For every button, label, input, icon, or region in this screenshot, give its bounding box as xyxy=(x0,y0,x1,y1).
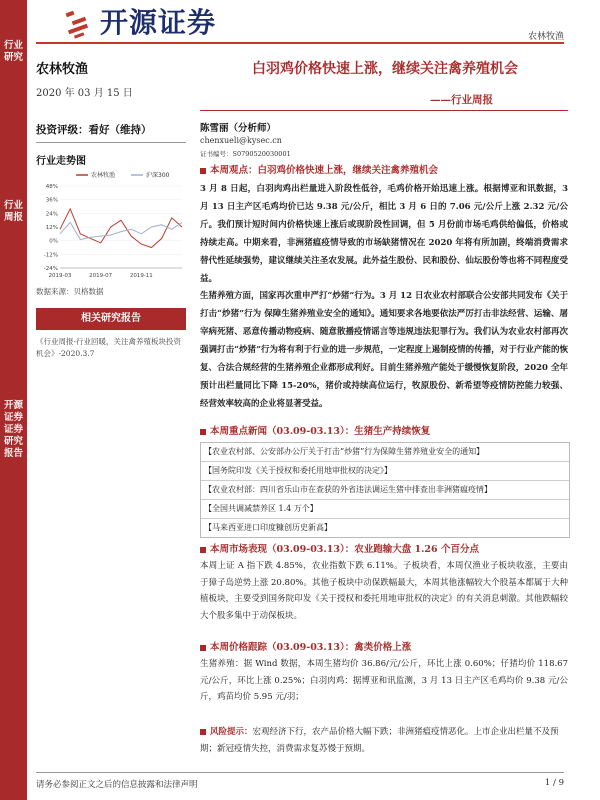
risk-heading: 风险提示： xyxy=(210,727,253,737)
y-tick-label: 12% xyxy=(45,225,58,231)
news-heading xyxy=(200,425,568,439)
price-heading xyxy=(200,641,568,655)
broker-logo-text: 开源证券 xyxy=(100,6,217,39)
rail-label-research: 行业研究 xyxy=(3,40,23,63)
bullet-icon xyxy=(200,168,206,174)
news-item: 【全国共调减禁养区 1.4 万个】 xyxy=(201,500,569,519)
footer-disclaimer: 请务必参阅正文之后的信息披露和法律声明 xyxy=(36,780,198,790)
core-view-heading-text: 本周观点：白羽鸡价格快速上涨，继续关注禽养殖机会 xyxy=(210,165,439,176)
investment-rating: 投资评级：看好（维持） xyxy=(36,124,152,136)
broker-logo-icon xyxy=(62,6,96,40)
news-list xyxy=(200,442,570,538)
analyst-cert: 证书编号：S0790520030001 xyxy=(200,150,291,158)
x-tick-label: 2019-03 xyxy=(48,273,72,279)
bullet-icon xyxy=(200,645,206,651)
bullet-icon xyxy=(200,729,206,735)
price-heading-text: 本周价格跟踪（03.09-03.13）：禽类价格上涨 xyxy=(210,642,412,653)
price-paragraph: 生猪养殖：据 Wind 数据，本周生猪均价 36.86/元/公斤，环比上涨 0.60%；仔猪均价 118.67 元/公斤，环比上涨 0.25%；白羽肉鸡：据博亚和讯监测，3 月 13 日主产区毛鸡均价 9.38 元/公斤，鸡苗均价 5.95 元/羽； xyxy=(200,659,568,702)
related-report-link[interactable]: 《行业周报-行业回暖，关注禽养殖板块投资机会》-2020.3.7 xyxy=(36,337,182,358)
news-item: 【农业农村部：四川省乐山市在查获的外省违法调运生猪中排查出非洲猪瘟疫情】 xyxy=(201,481,569,500)
analyst-name: 陈雪丽（分析师） xyxy=(200,123,277,134)
trend-line-chart xyxy=(36,168,186,283)
related-reports-header: 相关研究报告 xyxy=(36,308,186,330)
market-heading xyxy=(200,543,568,557)
sector-name: 农林牧渔 xyxy=(36,62,89,77)
legend-label: 农林牧渔 xyxy=(91,172,116,179)
news-heading-text: 本周重点新闻（03.09-03.13）：生猪生产持续恢复 xyxy=(210,426,431,437)
bullet-icon xyxy=(200,429,206,435)
title-divider xyxy=(200,110,568,111)
risk-block xyxy=(200,724,568,757)
market-paragraph: 本周上证 A 指下跌 4.85%，农业指数下跌 6.11%。子板块看，本周仅渔业子板块收涨，主要由于獐子岛逆势上涨 20.80%。其他子板块中动保跌幅最大，本周其他涨幅较大个股基本都属于大种植板块，主要受到国务院印发《关于授权和委托用地审批权的决定》的有关消息刺激。其他跌幅较大个股多集中于动保板块。 xyxy=(200,561,568,621)
y-tick-label: 48% xyxy=(45,184,58,190)
report-date: 2020 年 03 月 15 日 xyxy=(36,88,133,99)
core-view-paragraph-2: 生猪养殖方面，国家再次重申严打“炒猪”行为。3 月 12 日农业农村部联合公安部共同发布《关于打击“炒猪”行为 保障生猪养殖业安全的通知》。通知要求各地要依法严厉打击非法经营、运输、屠宰病死猪、恶意传播动物疫病、随意散播疫情谣言等违规违法犯罪行为。我们认为农业农村部再次强调打击“炒猪”行为将有利于行业的进一步规范，一定程度上遏制疫情的传播，对于行业产能的恢复、合法合规经营的生猪养殖企业都形成利好。目前生猪养殖产能处于缓慢恢复阶段，2020 全年预计出栏量同比下降 15-20%，猪价或持续高位运行，牧原股份、新希望等疫情防控能力较强、经营效率较高的企业将显著受益。 xyxy=(200,291,568,409)
x-tick-label: 2019-07 xyxy=(89,273,113,279)
series-line xyxy=(60,222,182,239)
x-tick-label: 2019-11 xyxy=(129,273,153,279)
footer-divider xyxy=(36,772,564,773)
news-item: 【国务院印发《关于授权和委托用地审批权的决定》】 xyxy=(201,462,569,481)
y-tick-label: 36% xyxy=(45,197,58,204)
core-view-heading xyxy=(200,164,568,178)
report-title: 白羽鸡价格快速上涨，继续关注禽养殖机会 xyxy=(252,61,518,77)
y-tick-label: -12% xyxy=(43,252,58,259)
page-number: 1 / 9 xyxy=(544,778,564,788)
news-item: 【农业农村部、公安部办公厅关于打击“炒猪”行为保障生猪养殖业安全的通知】 xyxy=(201,443,569,462)
category-tag: 农林牧渔 xyxy=(527,32,564,42)
series-line xyxy=(60,209,182,248)
analyst-email[interactable]: chenxueli@kysec.cn xyxy=(200,136,282,145)
chart-source: 数据来源：贝格数据 xyxy=(36,287,104,296)
header-divider xyxy=(36,42,564,44)
y-tick-label: 0% xyxy=(49,238,58,245)
core-view-paragraph-1: 3 月 8 日起，白羽肉鸡出栏量进入阶段性低谷，毛鸡价格开始迅速上涨。根据博亚和讯数据，3 月 13 日主产区毛鸡均价已达 9.38 元/公斤，相比 3 月 6 日的 7.06 元/公斤上涨 2.32 元/公斤。我们预计短时间内价格快速上涨后或现阶段性回调，但 5 月份前市场毛鸡供给偏低，价格或持续走高。中期来看，非洲猪瘟疫情导致的市场缺猪情况在 2020 年将有所加剧，终端消费需求替代性延续强势，建议继续关注圣农发展。此外益生股份、民和股份、仙坛股份等也将不同程度受益。 xyxy=(200,184,568,284)
y-tick-label: -24% xyxy=(43,266,58,272)
rail-label-weekly: 行业周报 xyxy=(3,200,23,223)
market-heading-text: 本周市场表现（03.09-03.13）：农业跑输大盘 1.26 个百分点 xyxy=(210,544,479,555)
y-tick-label: 24% xyxy=(45,211,58,218)
risk-paragraph: 宏观经济下行，农产品价格大幅下跌；非洲猪瘟疫情恶化。上市企业出栏量不及预期；新冠疫情失控，消费需求复苏慢于预期。 xyxy=(200,727,559,754)
report-subtitle: ——行业周报 xyxy=(430,94,493,106)
legend-label: 沪深300 xyxy=(146,172,170,179)
left-divider xyxy=(36,142,186,143)
trend-chart-title: 行业走势图 xyxy=(36,156,86,167)
bullet-icon xyxy=(200,547,206,553)
rail-label-broker: 开源证券 证券研究报告 xyxy=(3,400,23,459)
news-item: 【马来西亚进口印度糠创历史新高】 xyxy=(204,523,332,532)
